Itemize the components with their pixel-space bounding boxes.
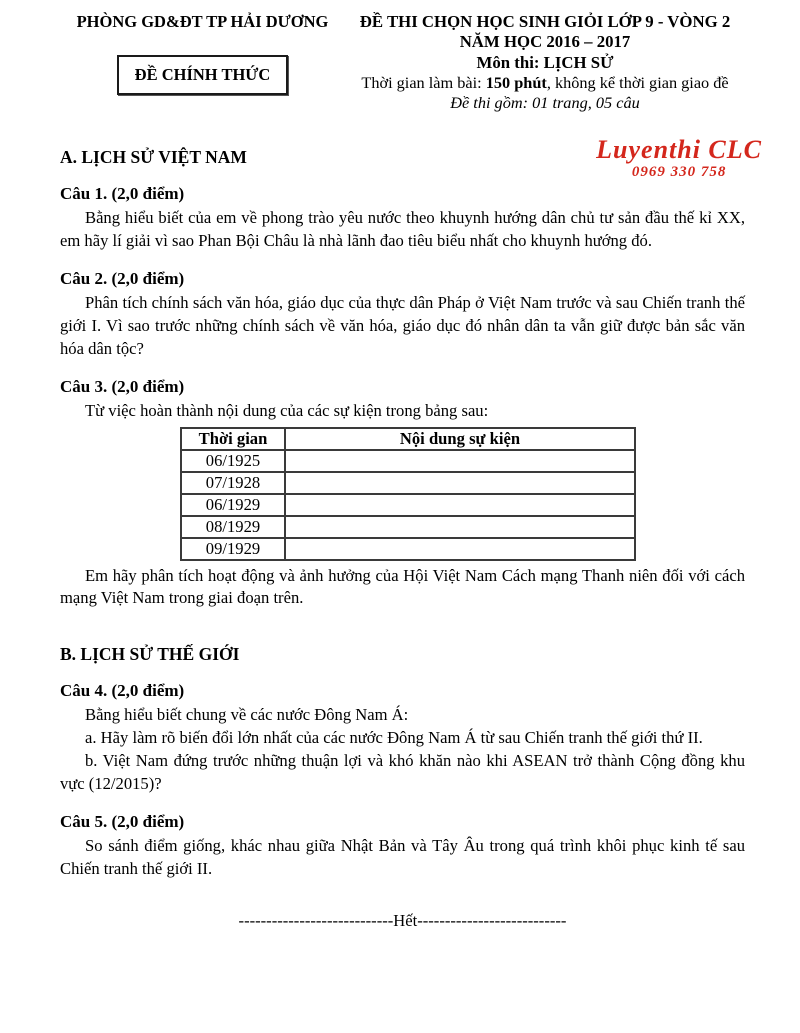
question-5-label: Câu 5. (2,0 điểm) [60,811,185,831]
time-suffix: , không kể thời gian giao đề [546,73,729,93]
table-row [181,494,635,516]
table-cell-event [285,538,635,560]
table-cell-event [285,516,635,538]
table-cell-time: 08/1929 [181,516,285,538]
table-cell-time: 07/1928 [181,472,285,494]
question-3-label: Câu 3. (2,0 điểm) [60,376,185,396]
question-4-line3: b. Việt Nam đứng trước những thuận lợi và khó khăn nào khi ASEAN trở thành Cộng đồng khu vực (12/2015)? [60,751,745,793]
table-cell-time: 09/1929 [181,538,285,560]
official-exam-stamp-box: ĐỀ CHÍNH THỨC [117,55,289,95]
table-row [181,538,635,560]
question-3-outro: Em hãy phân tích hoạt động và ảnh hưởng của Hội Việt Nam Cách mạng Thanh niên đối với cách mạng Việt Nam trong giai đoạn trên. [60,565,745,608]
organization-name: PHÒNG GD&ĐT TP HẢI DƯƠNG [76,12,329,31]
table-header-event: Nội dung sự kiện [285,428,635,450]
exam-note-line: Đề thi gồm: 01 trang, 05 câu [450,93,640,113]
page-header [60,12,745,113]
time-duration: 150 phút [485,73,547,93]
table-row [181,516,635,538]
header-right-column [345,12,745,113]
exam-title: ĐỀ THI CHỌN HỌC SINH GIỎI LỚP 9 - VÒNG 2 [359,12,731,31]
time-limit-line [345,73,745,93]
table-row [181,472,635,494]
question-5-text: So sánh điểm giống, khác nhau giữa Nhật Bản và Tây Âu trong quá trình khôi phục kinh tế sau Chiến tranh thế giới II. [60,835,745,878]
table-header-time: Thời gian [181,428,285,450]
brand-watermark [596,136,762,181]
question-4-line1: Bằng hiểu biết chung về các nước Đông Nam Á: [85,705,409,725]
school-year: NĂM HỌC 2016 – 2017 [459,32,631,52]
brand-name: Luyenthi CLC [596,135,762,164]
end-of-exam-line: ----------------------------Hết--------------------------- [238,910,567,930]
question-2-text: Phân tích chính sách văn hóa, giáo dục của thực dân Pháp ở Việt Nam trước và sau Chiến tranh thế giới I. Vì sao trước những chính sách về văn hóa, giáo dục đó nhân dân ta vẫn giữ được bản sắc văn hóa dân tộc? [60,292,745,358]
table-cell-time: 06/1925 [181,450,285,472]
question-3-intro: Từ việc hoàn thành nội dung của các sự kiện trong bảng sau: [85,400,489,420]
section-a-title: A. LỊCH SỬ VIỆT NAM [60,147,247,168]
table-cell-event [285,450,635,472]
header-left-column [60,12,345,95]
question-1-text: Bằng hiểu biết của em về phong trào yêu nước theo khuynh hướng dân chủ tư sản đầu thế kỉ XX, em hãy lí giải vì sao Phan Bội Châu là nhà lãnh đao tiêu biểu nhất cho khuynh hướng đó. [60,208,745,251]
question-4-line2: a. Hãy làm rõ biến đổi lớn nhất của các nước Đông Nam Á từ sau Chiến tranh thế giới thứ II. [85,728,703,748]
table-cell-event [285,472,635,494]
question-1-label: Câu 1. (2,0 điểm) [60,184,185,204]
table-header-row [181,428,635,450]
table-cell-time: 06/1929 [181,494,285,516]
brand-phone-number: 0969 330 758 [631,164,727,181]
table-cell-event [285,494,635,516]
table-row [181,450,635,472]
time-prefix: Thời gian làm bài: [361,73,486,93]
question-4-label: Câu 4. (2,0 điểm) [60,681,185,701]
subject-line: Môn thi: LỊCH SỬ [476,52,614,72]
events-table [180,427,636,561]
question-2-label: Câu 2. (2,0 điểm) [60,268,185,288]
section-b-title: B. LỊCH SỬ THẾ GIỚI [60,644,240,665]
